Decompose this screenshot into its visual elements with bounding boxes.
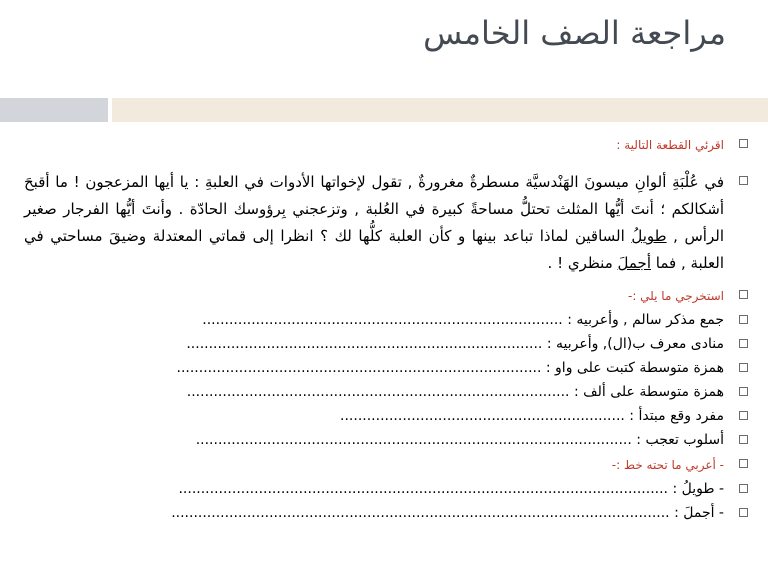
bullet-square-icon <box>739 411 748 420</box>
passage-part-3: منظري ! . <box>547 254 618 272</box>
question-label: همزة متوسطة كتبت على واو : <box>545 360 724 376</box>
slide-content <box>24 124 750 525</box>
answer-dots[interactable]: ................................................................................. <box>202 312 563 328</box>
answer-dots[interactable]: .................................................................................. <box>176 360 542 376</box>
bullet-square-icon <box>739 363 748 372</box>
answer-dots[interactable]: .................................................................................................. <box>195 432 632 448</box>
question-label: منادى معرف ب(ال), وأعربيه : <box>546 336 724 352</box>
bullet-square-icon <box>739 176 748 185</box>
underlined-word-taweel: طويلُ <box>631 227 667 245</box>
header-band-gray <box>0 98 108 122</box>
question-row <box>24 356 750 380</box>
passage-paragraph <box>24 169 750 277</box>
answer-dots[interactable]: ................................................................................ <box>186 336 543 352</box>
question-row <box>24 380 750 404</box>
header-band-beige <box>112 98 768 122</box>
bullet-square-icon <box>739 459 748 468</box>
bullet-square-icon <box>739 484 748 493</box>
parse-row <box>24 501 750 525</box>
parse-heading-row <box>24 452 750 477</box>
answer-dots[interactable]: ................................................................ <box>340 408 625 424</box>
question-row <box>24 332 750 356</box>
passage-part-1: في عُلْبَةِ ألوانِ ميسونَ الهَنْدسيَّة مسطرةٌ مغرورةٌ , تقول لإخواتها الأدوات في العلبةِ : يا أيها المزعجون ! ما أقبحَ أشكالكم ؛ أنتَ أيُّها المثلث تحتلُّ مساحةً كبيرة في العُلبة , وتزعجني بِرؤوسك الحادّة . وأنتَ أيُّها الفرجار صغير الرأس , <box>24 173 724 245</box>
answer-dots[interactable]: ................................................................................................................ <box>171 505 670 521</box>
parse-heading: - أعربي ما تحته خط :- <box>611 458 724 472</box>
underlined-word-ajmal: أجملَ <box>617 254 651 272</box>
extract-heading: استخرجي ما يلي :- <box>627 289 724 303</box>
bullet-square-icon <box>739 435 748 444</box>
parse-label: - أجملَ : <box>674 505 724 521</box>
bullet-square-icon <box>739 139 748 148</box>
instruction-row <box>24 132 750 157</box>
bullet-square-icon <box>739 508 748 517</box>
extract-heading-row <box>24 283 750 308</box>
bullet-square-icon <box>739 339 748 348</box>
answer-dots[interactable]: ...................................................................................... <box>186 384 570 400</box>
bullet-square-icon <box>739 315 748 324</box>
question-label: مفرد وقع مبتدأ : <box>629 408 724 424</box>
question-row <box>24 428 750 452</box>
parse-row <box>24 477 750 501</box>
passage-part-2: الساقين لماذا تباعد بينها و كأن العلبة كلُّها لك ؟ انظرا إلى قماتي المعتدلة وضيقَ مساحتي في العلبة , فما <box>24 227 724 272</box>
question-label: جمع مذكر سالم , وأعربيه : <box>567 312 724 328</box>
answer-dots[interactable]: .............................................................................................................. <box>178 481 668 497</box>
parse-label: - طويلُ : <box>672 481 724 497</box>
question-label: أسلوب تعجب : <box>636 432 724 448</box>
question-row <box>24 308 750 332</box>
bullet-square-icon <box>739 290 748 299</box>
page-title: مراجعة الصف الخامس <box>423 14 726 52</box>
question-label: همزة متوسطة على ألف : <box>573 384 724 400</box>
instruction-text: اقرئي القطعة التالية : <box>616 138 724 152</box>
bullet-square-icon <box>739 387 748 396</box>
question-row <box>24 404 750 428</box>
